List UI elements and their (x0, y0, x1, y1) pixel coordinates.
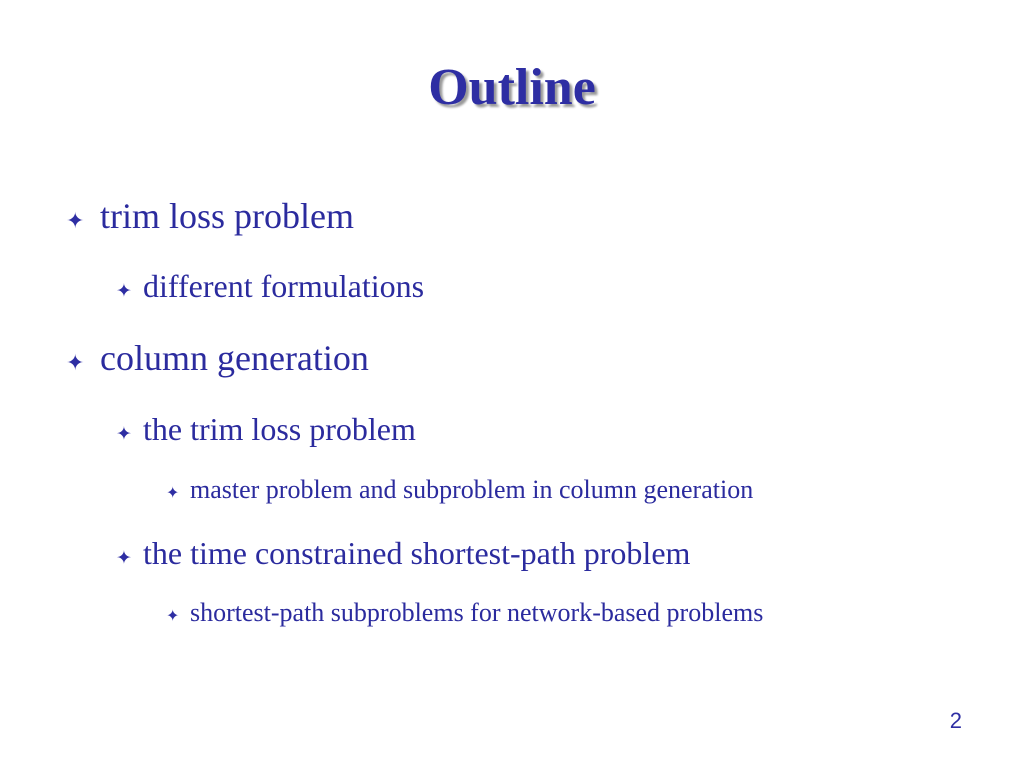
sub-bullet-item (116, 413, 416, 445)
bullet-text: different formulations (143, 268, 425, 304)
bullet-item (66, 198, 354, 234)
sub-bullet-item (116, 270, 424, 302)
sub-sub-bullet-item (166, 600, 763, 626)
bullet-text: column generation (100, 338, 369, 378)
bullet-text: master problem and subproblem in column generation (190, 475, 754, 504)
bullet-text: the trim loss problem (143, 411, 416, 447)
bullet-text: the time constrained shortest-path problem (143, 535, 691, 571)
star-bullet-icon: ✦ (166, 606, 180, 625)
bullet-item (66, 340, 369, 376)
page-number: 2 (949, 708, 962, 733)
star-bullet-icon: ✦ (116, 280, 132, 302)
star-bullet-icon: ✦ (66, 351, 85, 376)
star-bullet-icon: ✦ (66, 209, 85, 234)
sub-sub-bullet-item (166, 477, 753, 503)
star-bullet-icon: ✦ (116, 547, 132, 569)
star-bullet-icon: ✦ (166, 483, 180, 502)
slide-title: Outline (428, 59, 596, 116)
bullet-text: shortest-path subproblems for network-based problems (190, 598, 764, 627)
sub-bullet-item (116, 537, 690, 569)
bullet-text: trim loss problem (100, 196, 354, 236)
star-bullet-icon: ✦ (116, 423, 132, 445)
